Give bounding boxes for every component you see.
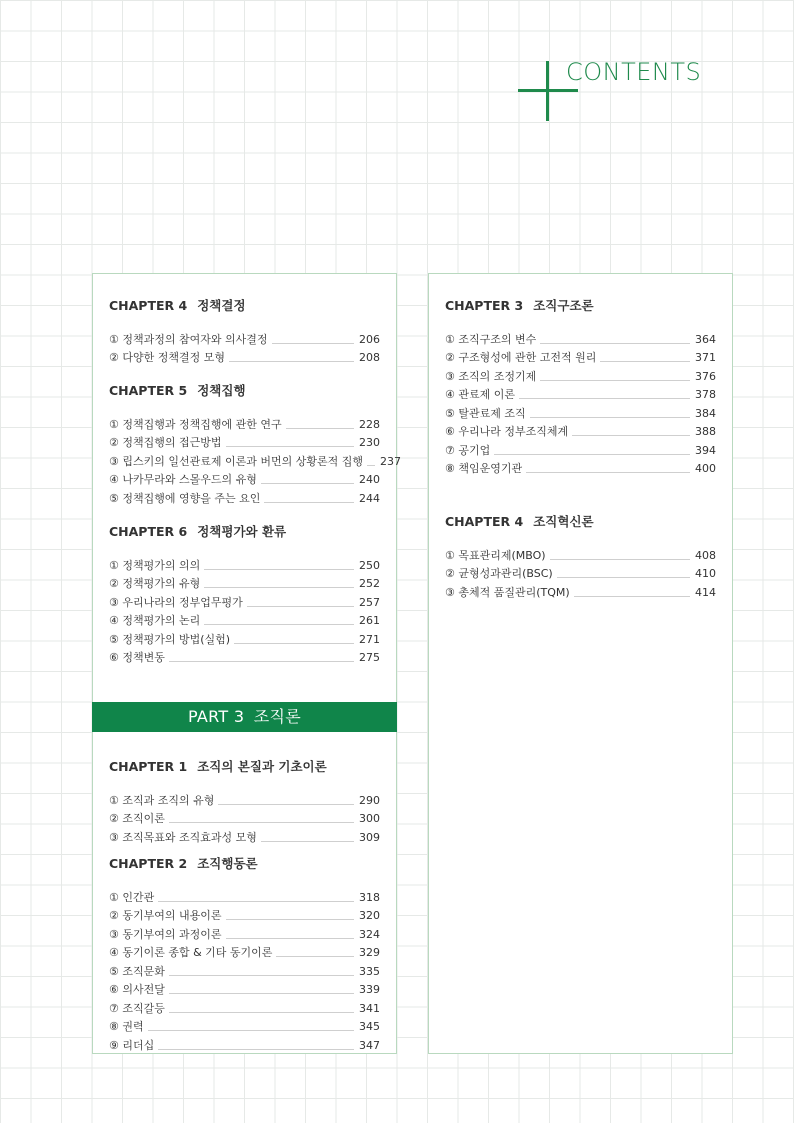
page-number: 240 [359,473,380,486]
chapter-section [109,382,401,506]
entry-title: ① 정책과정의 참여자와 의사결정 [109,332,268,346]
entry-title: ① 정책평가의 의의 [109,558,201,572]
leader-line [557,577,690,578]
leader-line [264,502,354,503]
chapter-label: CHAPTER 6 [109,524,188,539]
page-number: 275 [359,651,380,664]
chapter-label: CHAPTER 2 [109,856,188,871]
entry-title: ⑧ 책임운영기관 [445,462,523,475]
page-number: 206 [359,332,380,346]
toc-entry[interactable] [109,808,380,827]
page-number: 300 [359,812,380,825]
toc-entry[interactable] [109,942,380,961]
toc-entry[interactable] [109,347,380,366]
toc-entry[interactable] [109,997,380,1016]
leader-line [226,938,355,939]
entry-title: ① 조직구조의 변수 [445,332,537,346]
page-number: 329 [359,946,380,959]
page-number: 324 [359,927,380,941]
leader-line [526,472,690,473]
page-number: 394 [695,443,716,457]
toc-entry[interactable] [109,432,380,451]
entry-title: ⑥ 우리나라 정부조직체계 [445,425,569,438]
chapter-section [109,758,380,845]
page-number: 320 [359,909,380,922]
leader-line [158,901,354,902]
leader-line [226,919,355,920]
page-number: 261 [359,614,380,627]
page-number: 271 [359,632,380,646]
toc-entry[interactable] [445,439,716,458]
entry-title: ① 인간관 [109,890,155,904]
toc-entry[interactable] [109,905,380,924]
page-number: 364 [695,332,716,346]
chapter-heading [109,855,380,873]
leader-line [550,559,690,560]
entry-title: ② 정책평가의 유형 [109,577,201,590]
entry-title: ④ 정책평가의 논리 [109,614,201,627]
entry-title: ④ 관료제 이론 [445,388,515,401]
entry-title: ③ 립스키의 일선관료제 이론과 버먼의 상황론적 집행 [109,454,363,468]
entry-title: ⑦ 공기업 [445,443,491,457]
chapter-label: CHAPTER 4 [445,514,524,529]
leader-line [234,643,354,644]
page-number: 408 [695,548,716,562]
toc-entry[interactable] [109,628,380,647]
page-number: 410 [695,567,716,580]
chapter-label: CHAPTER 5 [109,383,188,398]
page-number: 339 [359,983,380,996]
toc-entry[interactable] [109,826,380,845]
entry-title: ⑧ 권력 [109,1020,144,1033]
toc-entry[interactable] [109,886,380,905]
page-number: 237 [380,454,401,468]
toc-entry[interactable] [445,347,716,366]
entry-title: ⑤ 탈관료제 조직 [445,406,526,420]
leader-line [272,343,355,344]
toc-entry[interactable] [109,328,380,347]
chapter-section [445,513,716,600]
entry-title: ② 다양한 정책결정 모형 [109,351,225,364]
chapter-heading [109,297,380,315]
page-number: 318 [359,890,380,904]
toc-entry[interactable] [109,923,380,942]
page-number: 228 [359,417,380,431]
leader-line [286,428,354,429]
chapter-name: 조직의 본질과 기초이론 [197,759,327,774]
left-contents-panel [92,273,401,1054]
page-number: 414 [695,585,716,599]
page-number: 378 [695,388,716,401]
toc-entry[interactable] [109,960,380,979]
entry-title: ③ 조직목표와 조직효과성 모형 [109,830,257,844]
entry-title: ⑥ 정책변동 [109,651,165,664]
page-number: 347 [359,1038,380,1052]
entry-title: ③ 총체적 품질관리(TQM) [445,585,570,599]
page-number: 341 [359,1001,380,1015]
leader-line [204,624,354,625]
entry-title: ⑦ 조직갈등 [109,1001,165,1015]
entry-title: ④ 동기이론 종합 & 기타 동기이론 [109,946,273,959]
chapter-heading [445,297,716,315]
leader-line [169,993,354,994]
toc-entry[interactable] [445,563,716,582]
leader-line [494,454,690,455]
page-number: 345 [359,1020,380,1033]
entry-title: ③ 조직의 조정기제 [445,369,537,383]
leader-line [367,465,375,466]
entry-title: ⑤ 정책평가의 방법(실험) [109,632,231,646]
leader-line [158,1049,354,1050]
page-number: 208 [359,351,380,364]
toc-entry[interactable] [109,979,380,998]
chapter-heading [109,523,380,541]
right-contents-panel [428,273,733,1054]
entry-title: ③ 우리나라의 정부업무평가 [109,595,243,609]
page-number: 376 [695,369,716,383]
entry-title: ③ 동기부여의 과정이론 [109,927,222,941]
part-banner [92,702,397,732]
page-number: 290 [359,793,380,807]
chapter-section [109,297,380,365]
page-number: 244 [359,491,380,505]
toc-entry[interactable] [109,591,380,610]
chapter-name: 조직혁신론 [533,514,594,529]
chapter-label: CHAPTER 3 [445,298,524,313]
page-number: 335 [359,964,380,978]
leader-line [218,804,354,805]
leader-line [169,822,354,823]
chapter-name: 정책평가와 환류 [197,524,287,539]
toc-entry[interactable] [445,544,716,563]
entry-title: ① 조직과 조직의 유형 [109,793,215,807]
page-number: 384 [695,406,716,420]
chapter-name: 정책결정 [197,298,246,313]
leader-line [574,596,690,597]
leader-line [169,661,354,662]
chapter-heading [109,758,380,776]
page-number: 309 [359,830,380,844]
entry-title: ⑤ 정책집행에 영향을 주는 요인 [109,491,261,505]
leader-line [540,380,690,381]
entry-title: ④ 나카무라와 스몰우드의 유형 [109,473,257,486]
toc-entry[interactable] [109,1034,380,1053]
chapter-name: 조직행동론 [197,856,258,871]
leader-line [226,446,355,447]
entry-title: ⑨ 리더십 [109,1038,155,1052]
entry-title: ① 목표관리제(MBO) [445,548,546,562]
page-number: 252 [359,577,380,590]
page-number: 371 [695,351,716,364]
toc-entry[interactable] [109,647,380,666]
page-number: 257 [359,595,380,609]
chapter-name: 정책집행 [197,383,246,398]
chapter-section [109,523,380,665]
leader-line [204,569,354,570]
leader-line [169,975,354,976]
page-number: 400 [695,462,716,475]
toc-entry[interactable] [109,610,380,629]
toc-entry[interactable] [445,421,716,440]
leader-line [169,1012,354,1013]
toc-entry[interactable] [109,789,380,808]
toc-entry[interactable] [445,402,716,421]
contents-header [518,58,718,122]
chapter-label: CHAPTER 1 [109,759,188,774]
page-title: CONTENTS [566,58,702,86]
toc-entry[interactable] [109,469,380,488]
toc-entry[interactable] [109,1016,380,1035]
page-number: 250 [359,558,380,572]
toc-entry[interactable] [445,581,716,600]
toc-entry[interactable] [445,328,716,347]
entry-title: ⑤ 조직문화 [109,964,165,978]
entry-title: ② 균형성과관리(BSC) [445,567,553,580]
toc-entry[interactable] [109,554,380,573]
toc-entry[interactable] [109,487,380,506]
entry-title: ⑥ 의사전달 [109,983,165,996]
entry-title: ② 조직이론 [109,812,165,825]
leader-line [572,435,690,436]
leader-line [261,841,354,842]
chapter-name: 조직구조론 [533,298,594,313]
leader-line [204,587,354,588]
toc-entry[interactable] [109,450,401,469]
toc-entry[interactable] [445,384,716,403]
chapter-section [445,297,716,476]
entry-title: ① 정책집행과 정책집행에 관한 연구 [109,417,282,431]
page-number: 230 [359,436,380,449]
page-number: 388 [695,425,716,438]
entry-title: ② 동기부여의 내용이론 [109,909,222,922]
toc-entry[interactable] [445,458,716,477]
chapter-label: CHAPTER 4 [109,298,188,313]
entry-title: ② 구조형성에 관한 고전적 원리 [445,351,597,364]
toc-entry[interactable] [109,413,380,432]
chapter-heading [445,513,716,531]
leader-line [247,606,354,607]
leader-line [540,343,690,344]
part-label: PART 3 [187,707,245,726]
toc-entry[interactable] [109,573,380,592]
leader-line [600,361,690,362]
leader-line [530,417,690,418]
toc-entry[interactable] [445,365,716,384]
part-name: 조직론 [253,707,302,726]
leader-line [229,361,354,362]
leader-line [261,483,354,484]
leader-line [148,1030,354,1031]
leader-line [276,956,354,957]
chapter-heading [109,382,380,400]
entry-title: ② 정책집행의 접근방법 [109,436,222,449]
chapter-section [109,855,380,1053]
leader-line [519,398,690,399]
cross-mark-horizontal [518,89,578,92]
